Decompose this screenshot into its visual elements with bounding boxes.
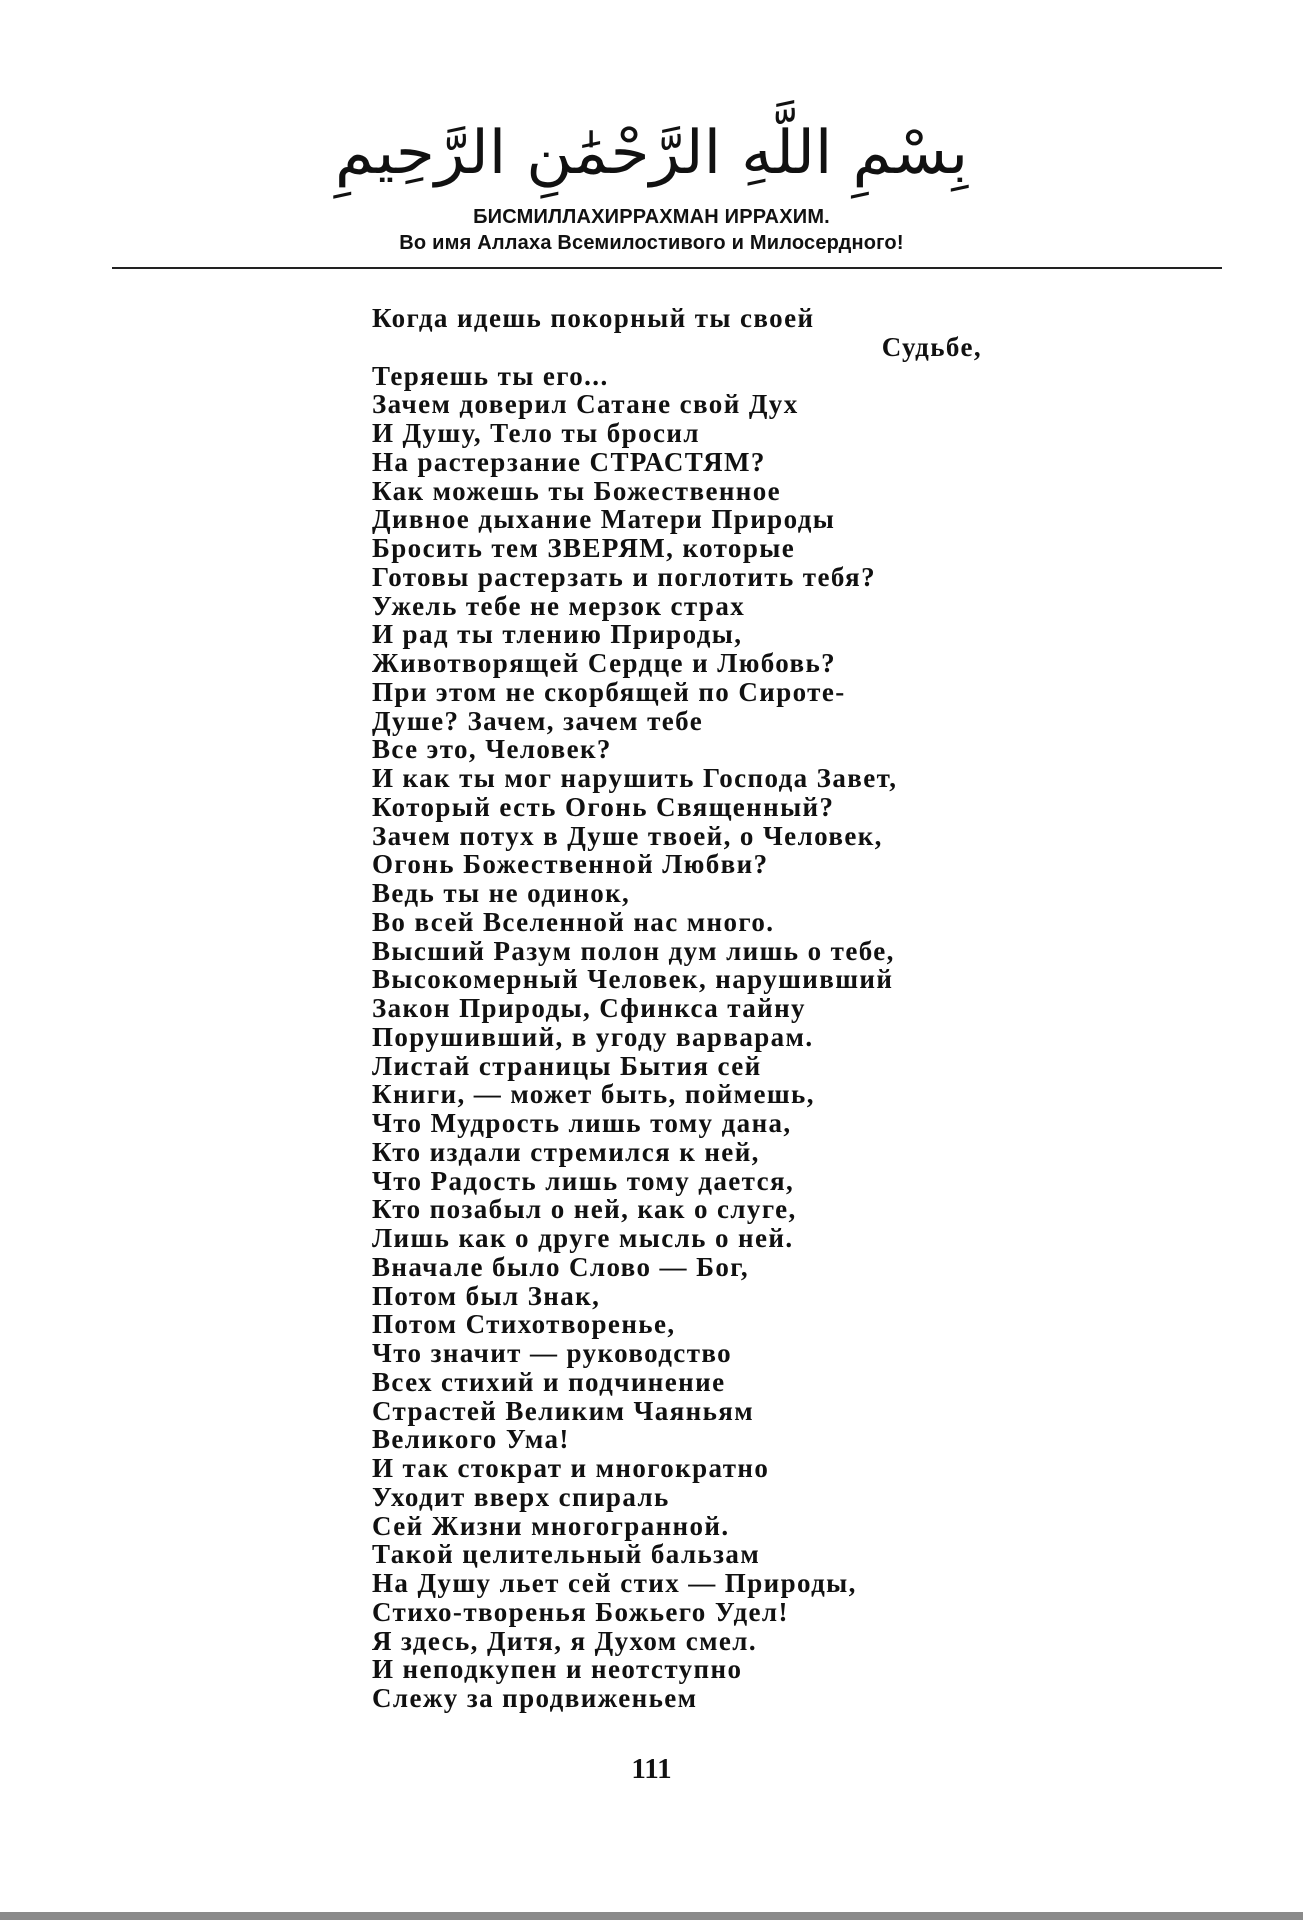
poem-line: Душе? Зачем, зачем тебе — [372, 705, 704, 736]
poem-line: Теряешь ты его... — [372, 360, 609, 391]
poem-line: Я здесь, Дитя, я Духом смел. — [372, 1625, 757, 1656]
poem-line: Потом был Знак, — [372, 1280, 601, 1311]
page-header — [0, 118, 1303, 256]
poem-line: Потом Стихотворенье, — [372, 1309, 676, 1340]
poem-line: Сей Жизни многогранной. — [372, 1510, 730, 1541]
poem-line: И рад ты тлению Природы, — [372, 619, 743, 650]
poem-line: Уходит вверх спираль — [372, 1481, 670, 1512]
poem-body — [372, 304, 992, 1713]
poem-line: Дивное дыхание Матери Природы — [372, 504, 836, 535]
poem-line: Который есть Огонь Священный? — [372, 791, 835, 822]
poem-line: Всех стихий и подчинение — [372, 1366, 726, 1397]
header-divider — [112, 267, 1222, 269]
basmala-calligraphy — [0, 118, 1303, 190]
poem-line: И неподкупен и неотступно — [372, 1654, 743, 1685]
poem-line: И Душу, Тело ты бросил — [372, 418, 700, 448]
poem-line: Что значит — руководство — [372, 1338, 733, 1368]
poem-line: Книги, — может быть, поймешь, — [372, 1079, 815, 1110]
poem-line: Листай страницы Бытия сей — [372, 1050, 762, 1081]
poem-line: Такой целительный бальзам — [372, 1539, 761, 1570]
poem-line: Лишь как о друге мысль о ней. — [372, 1223, 794, 1253]
poem-line: Вначале было Слово — Бог, — [372, 1251, 749, 1282]
basmala-text: بِسْمِ اللَّهِ الرَّحْمَٰنِ الرَّحِيمِ — [334, 118, 969, 188]
poem-line: И как ты мог нарушить Господа Завет, — [372, 763, 898, 793]
poem-line: И так стократ и многократно — [372, 1453, 770, 1483]
poem-line: Кто позабыл о ней, как о слуге, — [372, 1194, 797, 1225]
poem-line: Страстей Великим Чаяньям — [372, 1395, 755, 1426]
poem-line: Судьбе, — [881, 331, 982, 362]
poem-line: Что Радость лишь тому дается, — [372, 1165, 795, 1196]
poem-line: Ужель тебе не мерзок страх — [372, 590, 746, 621]
poem-line: Порушивший, в угоду варварам. — [372, 1021, 814, 1052]
poem-line: Что Мудрость лишь тому дана, — [372, 1108, 792, 1138]
poem-line: Огонь Божественной Любви? — [372, 849, 769, 880]
poem-line: Когда идешь покорный ты своей — [372, 303, 815, 333]
poem-line: Все это, Человек? — [372, 734, 612, 765]
poem-line: Великого Ума! — [372, 1424, 570, 1455]
poem-line: На растерзание СТРАСТЯМ? — [372, 446, 766, 477]
poem-line: Как можешь ты Божественное — [372, 475, 782, 506]
poem-line: Животворящей Сердце и Любовь? — [372, 648, 837, 678]
poem-line: Кто издали стремился к ней, — [372, 1136, 760, 1167]
poem-line: Высший Разум полон дум лишь о тебе, — [372, 935, 895, 966]
basmala-translation: Во имя Аллаха Всемилостивого и Милосердного! — [399, 232, 904, 254]
basmala-transliteration: БИСМИЛЛАХИРРАХМАН ИРРАХИМ. — [473, 206, 830, 228]
poem-line: При этом не скорбящей по Сироте- — [372, 676, 846, 707]
poem-line: Слежу за продвиженьем — [372, 1683, 698, 1713]
scan-bottom-edge — [0, 1912, 1303, 1920]
poem-line: Бросить тем ЗВЕРЯМ, которые — [372, 533, 796, 563]
poem-line: На Душу льет сей стих — Природы, — [372, 1568, 857, 1598]
poem-line: Закон Природы, Сфинкса тайну — [372, 993, 806, 1023]
page-number: 111 — [631, 1753, 672, 1785]
poem-line: Стихо-творенья Божьего Удел! — [372, 1596, 789, 1627]
poem-line: Готовы растерзать и поглотить тебя? — [372, 561, 876, 592]
poem-line: Ведь ты не одинок, — [372, 878, 631, 908]
poem-line: Зачем потух в Душе твоей, о Человек, — [372, 820, 883, 851]
poem-line: Высокомерный Человек, нарушивший — [372, 964, 894, 995]
poem-line: Во всей Вселенной нас много. — [372, 906, 775, 937]
poem-line: Зачем доверил Сатане свой Дух — [372, 389, 799, 420]
